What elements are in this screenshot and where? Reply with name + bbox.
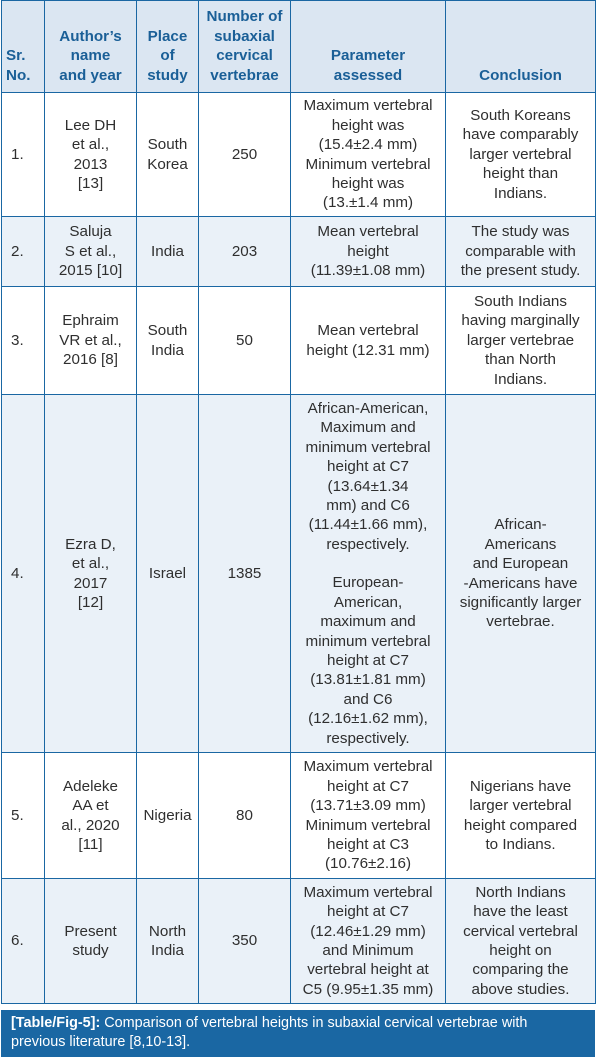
conclusion-cell [446,753,596,879]
header-line: Parameter [330,47,406,65]
cell-line: larger vertebral [469,797,572,815]
cell-line: height compared [463,816,578,834]
table-row [2,395,596,753]
cell-line: Ezra D, [65,535,116,553]
parameter-cell [291,753,446,879]
author-cell [45,287,137,395]
header-line: cervical [216,47,273,65]
cell-line: Maximum vertebral [303,97,433,115]
table-caption [1,1010,595,1057]
cell-line: Nigerians have [469,777,572,795]
table-row [2,217,596,287]
cell-line: comparing the [472,961,569,979]
cell-line: and Minimum [322,942,414,959]
conclusion-cell [446,879,596,1004]
cell-line: Saluja [69,223,112,241]
header-line: name [70,47,111,65]
cell-line: (13.±1.4 mm) [322,194,414,212]
header-line: Author’s [59,27,122,45]
table-row [2,287,596,395]
cell-line: Maximum vertebral [303,758,433,776]
header-number [199,1,291,93]
cell-line: Indians. [493,370,548,388]
conclusion-cell [446,217,596,287]
conclusion-cell [446,93,596,217]
cell-line: [12] [77,593,104,611]
header-line: Number of [206,8,283,26]
cell-line: South [147,322,188,340]
cell-line: larger vertebral [469,145,572,163]
cell-line: height on [489,942,552,959]
header-place [137,1,199,93]
cell-line: (10.76±2.16) [324,855,411,873]
cell-line: (13.71±3.09 mm) [310,797,426,815]
place-cell [137,287,199,395]
cell-line: comparable with [465,242,576,260]
cell-line: [13] [77,174,104,192]
cell-line: VR et al., [59,331,122,349]
cell-line: AA et [72,797,109,815]
cell-line: Present [64,922,117,940]
header-sr-no [2,1,45,93]
cell-line: [11] [78,835,103,853]
author-cell [45,217,137,287]
table-row [2,753,596,879]
cell-line: height at C3 [327,835,409,853]
number-cell: 80 [199,753,291,879]
header-line: of [160,47,175,65]
header-line: vertebrae [210,66,279,84]
cell-line: height at C7 [327,651,409,669]
cell-line: Korea [147,155,188,173]
parameter-cell [291,217,446,287]
cell-line: respectively. [326,729,410,747]
cell-line: North [148,922,187,940]
cell-line: respectively. [326,535,410,553]
cell-line: vertebral height at [307,961,429,979]
parameter-cell [291,879,446,1004]
parameter-cell [291,287,446,395]
cell-line: -Americans have [463,574,578,592]
cell-line: Indians. [493,184,548,202]
header-line: Conclusion [479,66,562,84]
cell-line: height (12.31 mm) [306,341,430,359]
cell-line: Minimum vertebral [305,816,431,834]
parameter-cell [291,395,446,753]
place-cell [137,753,199,879]
cell-line: (13.81±1.81 mm) [310,671,426,689]
cell-line: have the least [473,903,568,921]
cell-line: et al., [71,136,110,154]
sr-no-cell: 4. [2,395,45,753]
cell-line: al., 2020 [61,816,120,834]
place-cell [137,93,199,217]
header-line: Place [147,27,188,45]
header-line: assessed [333,66,403,84]
cell-line: height was [331,116,405,134]
sr-no-cell: 6. [2,879,45,1004]
number-cell: 203 [199,217,291,287]
cell-line: North Indians [475,883,566,901]
cell-line: (12.16±1.62 mm), [308,710,428,728]
cell-line: Mean vertebral [317,322,419,340]
cell-line: height [347,242,389,260]
table-header [2,1,596,93]
cell-line: American, [333,593,403,611]
cell-line: vertebrae. [486,613,555,631]
cell-line: India [151,341,184,359]
cell-line: (13.64±1.34 [327,477,409,495]
conclusion-cell [446,287,596,395]
sr-no-cell: 1. [2,93,45,217]
sr-no-cell: 2. [2,217,45,287]
header-row [2,1,596,93]
cell-line: Mean vertebral [317,223,419,241]
caption-text: Comparison of vertebral heights in subaxial cervical vertebrae with previous literature [8,10-13]. [11,1015,528,1050]
caption-label: [Table/Fig-5]: [11,1015,101,1031]
cell-line: and European [472,555,569,573]
cell-line: minimum vertebral [305,632,431,650]
cell-line: 2017 [73,574,108,592]
cell-line: minimum vertebral [305,438,431,456]
cell-line: Minimum vertebral [305,155,431,173]
header-parameter [291,1,446,93]
cell-line: African-American, [307,400,429,418]
cell-line: maximum and [320,613,416,631]
conclusion-cell [446,395,596,753]
cell-line: (12.46±1.29 mm) [310,922,426,940]
cell-line: height at C7 [327,777,409,795]
cell-line: C5 (9.95±1.35 mm) [302,980,434,998]
cell-line: significantly larger [459,593,582,611]
cell-line: cervical vertebral [463,922,578,940]
cell-line: Ephraim [62,312,119,330]
header-line: subaxial [214,27,275,45]
cell-line: S et al., [64,242,117,260]
table-row [2,879,596,1004]
number-cell: 50 [199,287,291,395]
header-author [45,1,137,93]
cell-line: height at C7 [327,903,409,921]
cell-line: (11.44±1.66 mm), [308,516,428,534]
cell-line: larger vertebrae [466,331,575,349]
cell-line: 2013 [73,155,108,173]
cell-line: Maximum and [320,419,416,437]
cell-line: Adeleke [63,777,118,795]
header-line: and year [59,66,122,84]
cell-line: (15.4±2.4 mm) [318,136,418,154]
cell-line: height was [331,174,405,192]
cell-line: et al., [71,555,110,573]
comparison-table [1,0,596,1004]
number-cell: 1385 [199,395,291,753]
cell-line: the present study. [460,262,581,280]
cell-line: mm) and C6 [326,497,410,515]
cell-line: The study was [471,223,570,241]
cell-line: Lee DH [64,116,117,134]
cell-line: Nigeria [143,806,192,824]
cell-line: European- [332,574,404,592]
cell-line: above studies. [471,980,570,998]
cell-line: India [151,242,184,260]
sr-no-cell: 3. [2,287,45,395]
place-cell [137,395,199,753]
header-line: study [147,66,188,84]
header-line: Sr. [6,47,26,65]
author-cell [45,395,137,753]
cell-line: Maximum vertebral [303,883,433,901]
cell-line [295,554,441,573]
number-cell: 250 [199,93,291,217]
author-cell [45,93,137,217]
cell-line: South Koreans [470,106,571,124]
number-cell: 350 [199,879,291,1004]
cell-line: to Indians. [485,835,556,853]
sr-no-cell: 5. [2,753,45,879]
table-row [2,93,596,217]
cell-line: India [151,942,184,959]
cell-line: (11.39±1.08 mm) [310,262,426,280]
table-body [2,93,596,1004]
cell-line: study [72,942,109,959]
cell-line: than North [485,351,556,369]
cell-line: height at C7 [327,458,409,476]
author-cell [45,753,137,879]
cell-line: height than [482,165,559,183]
place-cell [137,217,199,287]
header-conclusion [446,1,596,93]
author-cell [45,879,137,1004]
cell-line: African- [494,516,547,534]
cell-line: have comparably [462,126,579,144]
cell-line: Israel [148,564,187,582]
cell-line: Americans [484,535,557,553]
cell-line: 2015 [10] [58,262,123,280]
header-line: No. [6,66,31,84]
cell-line: South Indians [474,292,567,310]
place-cell [137,879,199,1004]
cell-line: and C6 [343,690,393,708]
cell-line: having marginally [461,312,580,330]
parameter-cell [291,93,446,217]
cell-line: 2016 [8] [63,351,118,369]
cell-line: South [147,136,188,154]
